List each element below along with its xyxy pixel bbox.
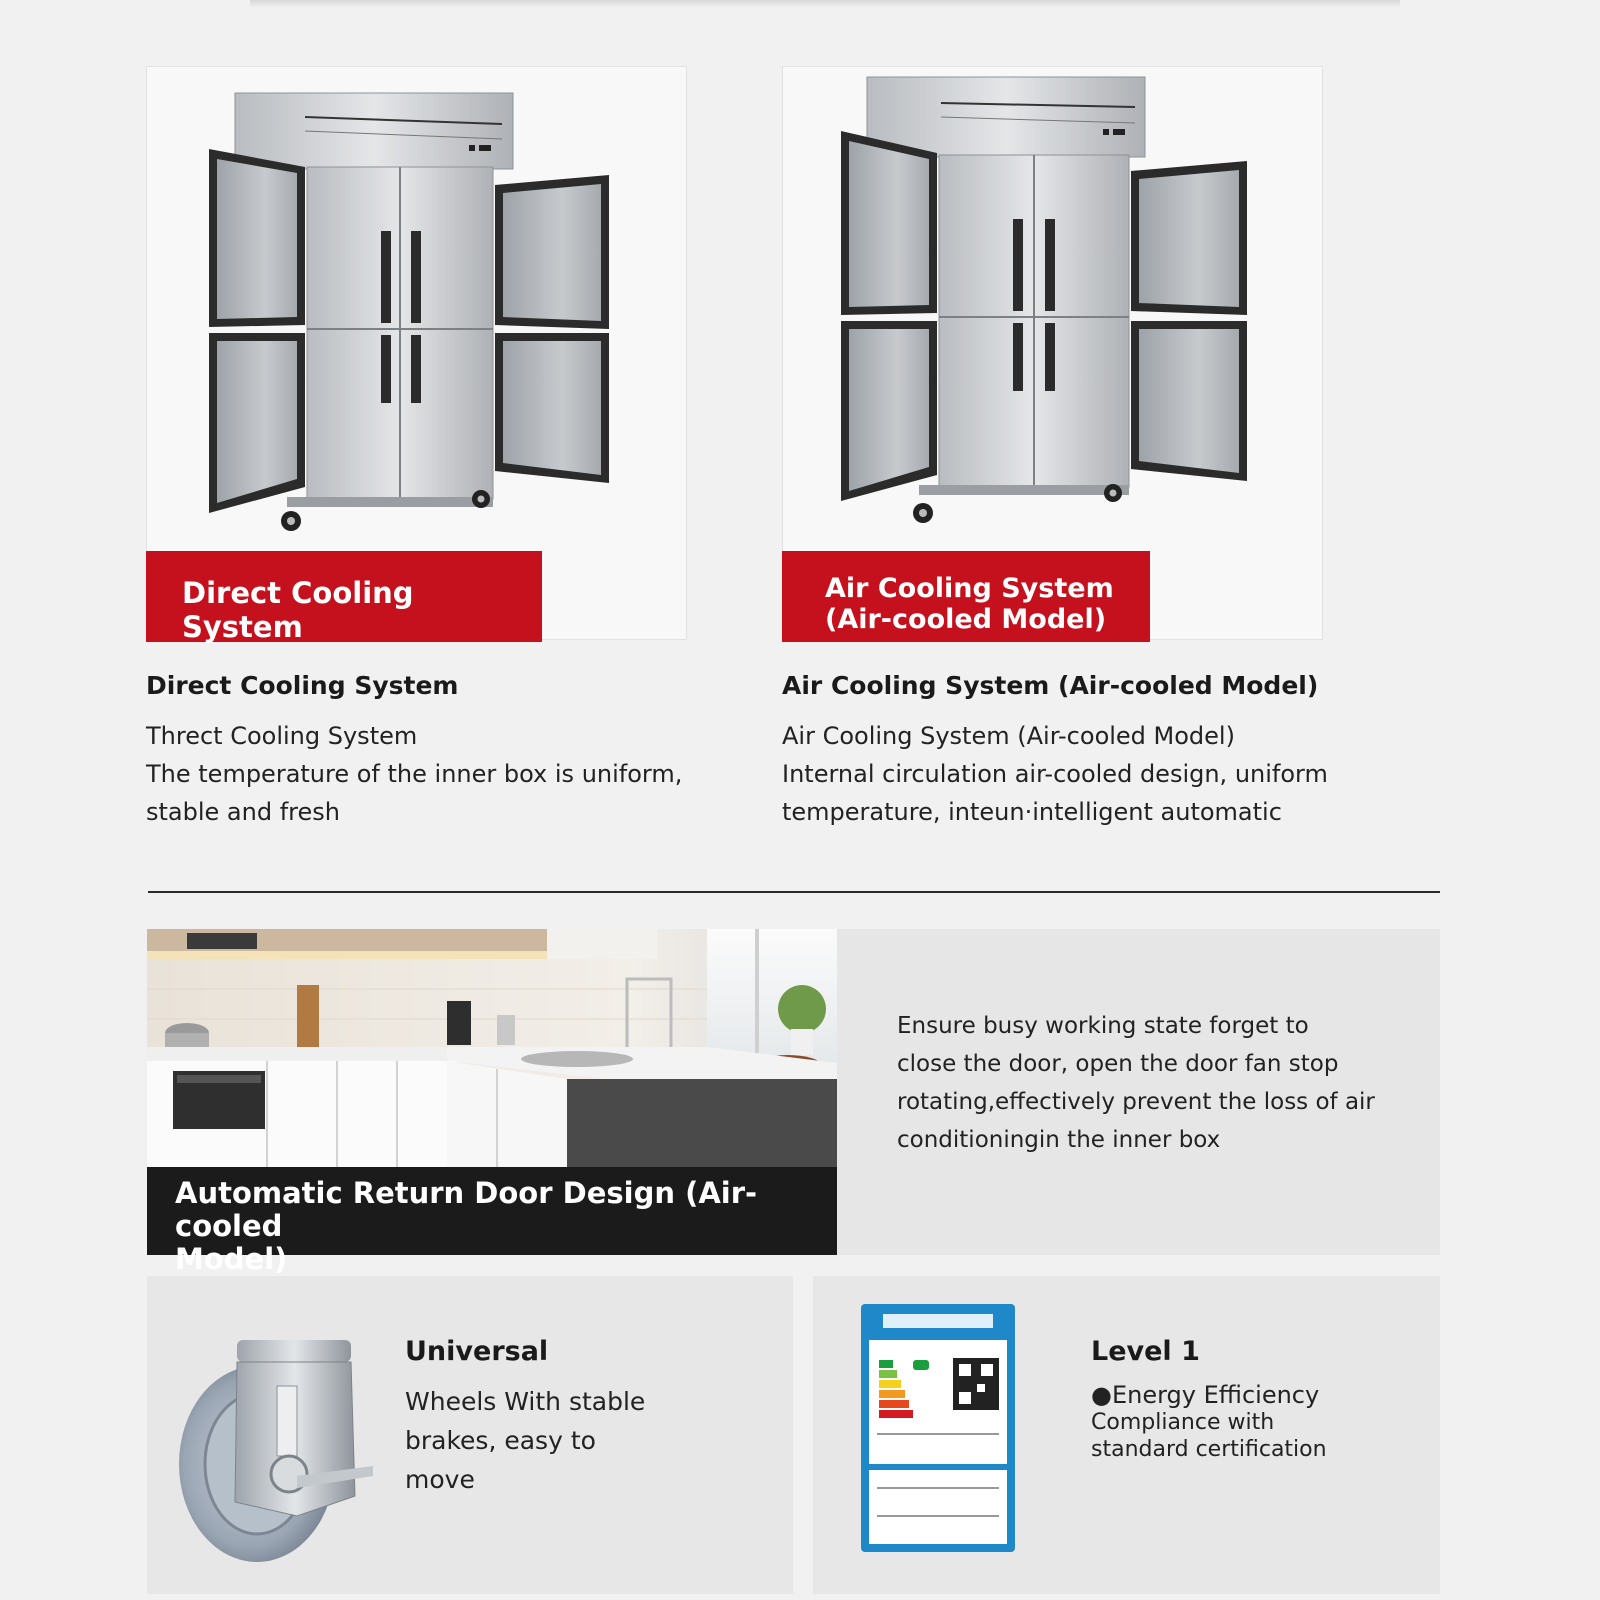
door-caption-line1: Automatic Return Door Design (Air-cooled (175, 1176, 758, 1243)
air-cooling-description (782, 717, 1328, 831)
door-desc-line1: Ensure busy working state forget to (897, 1013, 1309, 1039)
door-desc-line4: conditioningin the inner box (897, 1127, 1221, 1153)
door-design-description (897, 1007, 1407, 1159)
wheel-desc-line1: Wheels With stable (405, 1387, 646, 1416)
door-desc-line3: rotating,effectively prevent the loss of air (897, 1089, 1375, 1115)
door-desc-line2: close the door, open the door fan stop (897, 1051, 1339, 1077)
energy-label-icon (861, 1304, 1017, 1554)
energy-description (1091, 1382, 1411, 1463)
wheel-description (405, 1382, 675, 1499)
section-divider (148, 891, 1440, 893)
direct-desc-line3: stable and fresh (146, 798, 340, 826)
door-caption-line2: Model) (175, 1242, 288, 1276)
wheel-feature-card (147, 1276, 793, 1594)
air-cooling-heading: Air Cooling System (Air-cooled Model) (782, 671, 1319, 700)
top-edge-strip (250, 0, 1400, 8)
direct-cooling-heading: Direct Cooling System (146, 671, 459, 700)
air-desc-line1: Air Cooling System (Air-cooled Model) (782, 722, 1235, 750)
air-cooling-card (782, 66, 1323, 640)
direct-cooling-card (146, 66, 687, 644)
energy-desc-line2: Compliance with (1091, 1410, 1275, 1435)
air-cooling-label-line2: (Air-cooled Model) (825, 604, 1107, 635)
direct-desc-line1: Threct Cooling System (146, 722, 418, 750)
wheel-desc-line2: brakes, easy to (405, 1426, 596, 1455)
energy-heading: Level 1 (1091, 1336, 1200, 1367)
door-design-panel (837, 929, 1440, 1255)
direct-cooling-label: Direct Cooling System (146, 551, 542, 642)
energy-feature-card (813, 1276, 1440, 1594)
kitchen-banner (147, 929, 837, 1276)
wheel-heading: Universal (405, 1336, 549, 1367)
direct-cooling-description (146, 717, 682, 831)
caster-wheel-icon (177, 1326, 377, 1576)
energy-desc-line3: standard certification (1091, 1437, 1327, 1462)
air-desc-line2: Internal circulation air-cooled design, uniform (782, 760, 1328, 788)
air-cooling-label (782, 551, 1150, 642)
air-cooling-label-line1: Air Cooling System (825, 573, 1114, 604)
wheel-desc-line3: move (405, 1465, 475, 1494)
air-desc-line3: temperature, inteun·intelligent automatic (782, 798, 1282, 826)
energy-desc-line1: ●Energy Efficiency (1091, 1381, 1320, 1409)
direct-desc-line2: The temperature of the inner box is uniform, (146, 760, 683, 788)
door-design-caption (147, 1167, 837, 1276)
